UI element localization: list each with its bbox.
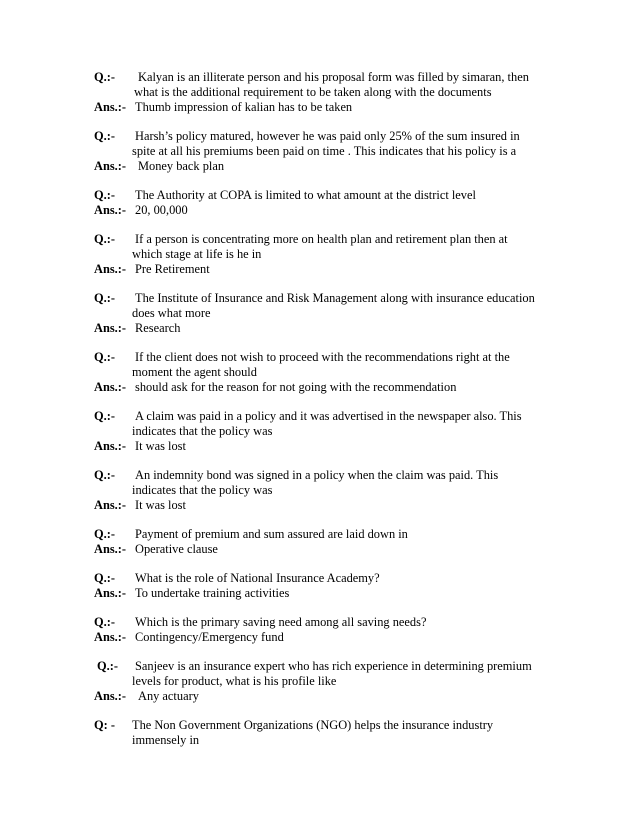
- answer-line: [0, 498, 638, 513]
- question-line: [0, 70, 638, 85]
- qa-item: [0, 129, 638, 174]
- question-label: Q.:-: [94, 129, 115, 143]
- answer-text: 20, 00,000: [135, 203, 188, 217]
- answer-text: Contingency/Emergency fund: [135, 630, 284, 644]
- question-text: If the client does not wish to proceed with the recommendations right at the: [135, 350, 510, 364]
- question-line: [0, 733, 638, 748]
- question-text: immensely in: [132, 733, 200, 747]
- question-label: Q.:-: [94, 70, 115, 84]
- answer-label: Ans.:-: [94, 542, 127, 556]
- question-label: Q: -: [94, 718, 115, 732]
- answer-text: Any actuary: [138, 689, 199, 703]
- question-label: Q.:-: [94, 188, 115, 202]
- question-text: Sanjeev is an insurance expert who has rich experience in determining premium: [135, 659, 532, 673]
- question-text: What is the role of National Insurance Academy?: [135, 571, 380, 585]
- question-text: An indemnity bond was signed in a policy when the claim was paid. This: [135, 468, 499, 482]
- question-line: [0, 483, 638, 498]
- document-page: [0, 70, 638, 762]
- question-text: moment the agent should: [132, 365, 257, 379]
- answer-text: Thumb impression of kalian has to be taken: [135, 100, 353, 114]
- question-line: [0, 468, 638, 483]
- answer-label: Ans.:-: [94, 203, 127, 217]
- answer-line: [0, 586, 638, 601]
- question-text: indicates that the policy was: [132, 483, 273, 497]
- answer-label: Ans.:-: [94, 159, 127, 173]
- answer-label: Ans.:-: [94, 262, 127, 276]
- qa-item: [0, 188, 638, 218]
- question-line: [0, 424, 638, 439]
- answer-line: [0, 630, 638, 645]
- answer-line: [0, 689, 638, 704]
- question-text: If a person is concentrating more on health plan and retirement plan then at: [135, 232, 508, 246]
- question-text: indicates that the policy was: [132, 424, 273, 438]
- answer-label: Ans.:-: [94, 498, 127, 512]
- question-label: Q.:-: [97, 659, 118, 673]
- answer-line: [0, 542, 638, 557]
- question-text: A claim was paid in a policy and it was advertised in the newspaper also. This: [135, 409, 522, 423]
- qa-item: [0, 615, 638, 645]
- question-line: [0, 144, 638, 159]
- answer-text: should ask for the reason for not going with the recommendation: [135, 380, 457, 394]
- qa-item: [0, 232, 638, 277]
- question-text: levels for product, what is his profile like: [132, 674, 337, 688]
- answer-label: Ans.:-: [94, 380, 127, 394]
- question-line: [0, 350, 638, 365]
- qa-item: [0, 718, 638, 748]
- answer-text: Research: [135, 321, 181, 335]
- question-label: Q.:-: [94, 527, 115, 541]
- question-line: [0, 365, 638, 380]
- question-line: [0, 659, 638, 674]
- question-line: [0, 527, 638, 542]
- question-line: [0, 291, 638, 306]
- answer-text: Pre Retirement: [135, 262, 210, 276]
- question-label: Q.:-: [94, 232, 115, 246]
- answer-text: It was lost: [135, 439, 186, 453]
- question-line: [0, 615, 638, 630]
- question-label: Q.:-: [94, 615, 115, 629]
- answer-label: Ans.:-: [94, 100, 127, 114]
- question-label: Q.:-: [94, 571, 115, 585]
- qa-item: [0, 70, 638, 115]
- qa-item: [0, 571, 638, 601]
- question-text: Kalyan is an illiterate person and his proposal form was filled by simaran, then: [138, 70, 529, 84]
- question-text: The Authority at COPA is limited to what amount at the district level: [135, 188, 476, 202]
- answer-label: Ans.:-: [94, 689, 127, 703]
- qa-item: [0, 468, 638, 513]
- question-text: Payment of premium and sum assured are laid down in: [135, 527, 408, 541]
- answer-label: Ans.:-: [94, 586, 127, 600]
- question-text: which stage at life is he in: [132, 247, 262, 261]
- answer-line: [0, 100, 638, 115]
- question-text: does what more: [132, 306, 211, 320]
- question-line: [0, 232, 638, 247]
- question-text: spite at all his premiums been paid on time . This indicates that his policy is a: [132, 144, 517, 158]
- answer-text: It was lost: [135, 498, 186, 512]
- question-text: The Institute of Insurance and Risk Management along with insurance education: [135, 291, 535, 305]
- question-line: [0, 247, 638, 262]
- question-label: Q.:-: [94, 291, 115, 305]
- question-line: [0, 188, 638, 203]
- question-label: Q.:-: [94, 468, 115, 482]
- question-line: [0, 85, 638, 100]
- answer-line: [0, 262, 638, 277]
- answer-text: To undertake training activities: [135, 586, 290, 600]
- qa-item: [0, 409, 638, 454]
- qa-item: [0, 527, 638, 557]
- question-line: [0, 409, 638, 424]
- answer-label: Ans.:-: [94, 321, 127, 335]
- question-text: Harsh’s policy matured, however he was paid only 25% of the sum insured in: [135, 129, 520, 143]
- qa-item: [0, 350, 638, 395]
- question-line: [0, 571, 638, 586]
- answer-line: [0, 159, 638, 174]
- answer-line: [0, 203, 638, 218]
- answer-line: [0, 380, 638, 395]
- answer-text: Money back plan: [138, 159, 225, 173]
- answer-line: [0, 439, 638, 454]
- answer-text: Operative clause: [135, 542, 218, 556]
- qa-item: [0, 659, 638, 704]
- answer-label: Ans.:-: [94, 439, 127, 453]
- question-line: [0, 129, 638, 144]
- answer-line: [0, 321, 638, 336]
- answer-label: Ans.:-: [94, 630, 127, 644]
- question-text: what is the additional requirement to be taken along with the documents: [134, 85, 492, 99]
- question-line: [0, 718, 638, 733]
- question-text: Which is the primary saving need among all saving needs?: [135, 615, 427, 629]
- question-label: Q.:-: [94, 350, 115, 364]
- question-text: The Non Government Organizations (NGO) helps the insurance industry: [132, 718, 494, 732]
- question-label: Q.:-: [94, 409, 115, 423]
- question-line: [0, 306, 638, 321]
- question-line: [0, 674, 638, 689]
- qa-item: [0, 291, 638, 336]
